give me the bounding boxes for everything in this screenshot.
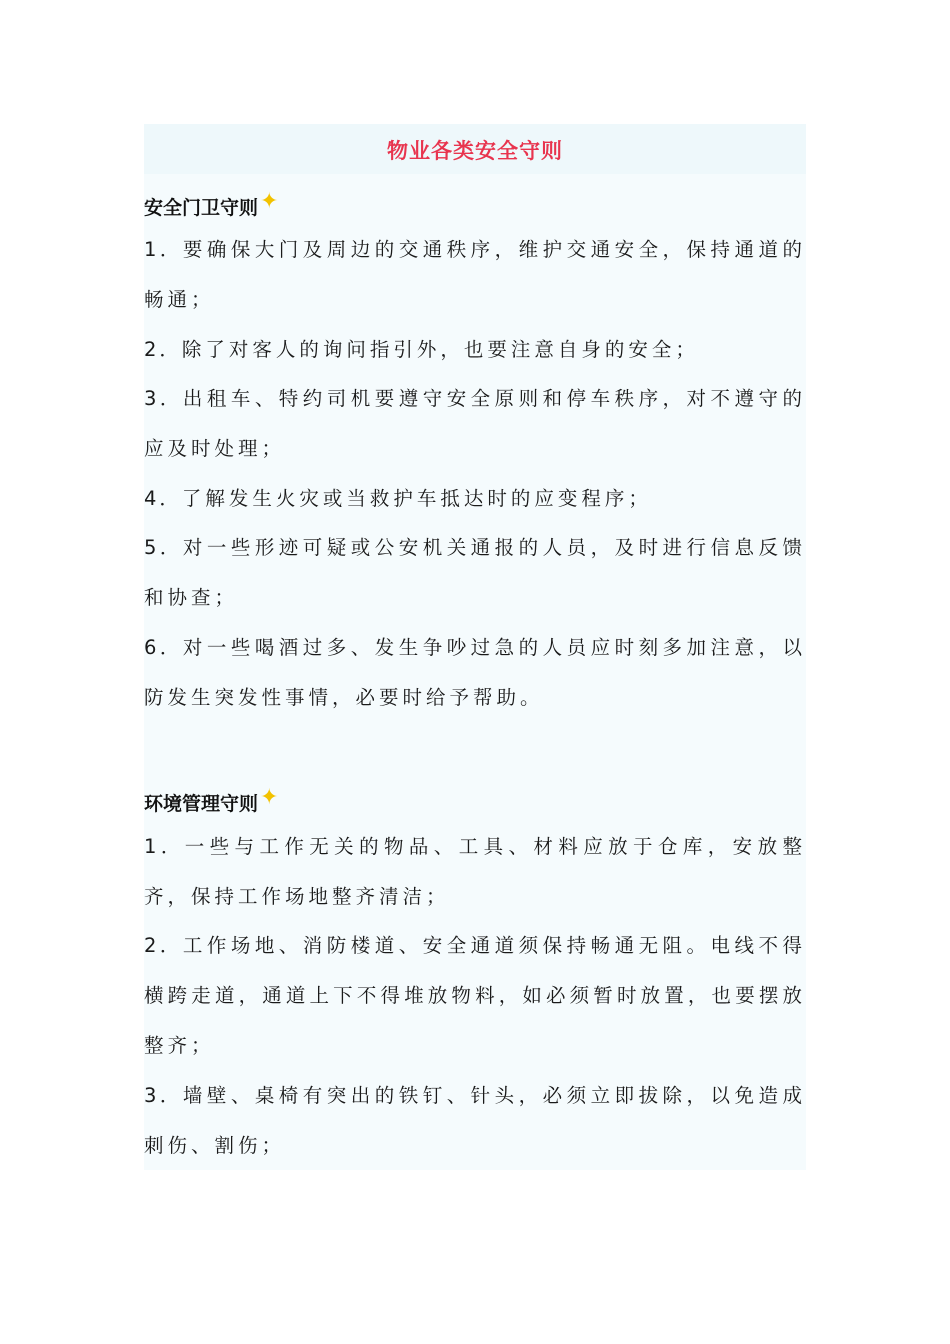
- section-heading-text: 安全门卫守则: [144, 197, 259, 219]
- rule-number: 2．: [144, 338, 182, 361]
- rule-text: 了解发生火灾或当救护车抵达时的应变程序；: [181, 487, 652, 510]
- document-body: [144, 124, 806, 1170]
- section-heading-environment: [144, 778, 278, 818]
- rule-number: 3．: [144, 387, 183, 410]
- rule-number: 1．: [144, 238, 183, 261]
- rule-item: [144, 1071, 806, 1171]
- rule-text: 对一些形迹可疑或公安机关通报的人员，及时进行信息反馈和协查；: [144, 536, 806, 609]
- rule-text: 除了对客人的询问指引外，也要注意自身的安全；: [181, 338, 699, 361]
- section-heading-gate-security: [144, 182, 278, 222]
- rule-item: [144, 921, 806, 1071]
- rule-item: [144, 325, 806, 375]
- rule-text: 工作场地、消防楼道、安全通道须保持畅通无阻。电线不得横跨走道，通道上下不得堆放物料，如必须暂时放置，也要摆放整齐；: [144, 934, 806, 1057]
- section-heading-text: 环境管理守则: [144, 793, 259, 815]
- rule-text: 出租车、特约司机要遵守安全原则和停车秩序，对不遵守的应及时处理；: [144, 387, 806, 460]
- rule-number: 6．: [144, 636, 183, 659]
- rule-number: 2．: [144, 934, 183, 957]
- rule-item: [144, 225, 806, 325]
- rule-text: 墙壁、桌椅有突出的铁钉、针头，必须立即拔除，以免造成刺伤、割伤；: [144, 1084, 806, 1157]
- sparkle-icon: ✦: [260, 189, 279, 214]
- rule-item: [144, 474, 806, 524]
- rule-text: 对一些喝酒过多、发生争吵过急的人员应时刻多加注意，以防发生突发性事情，必要时给予帮助。: [144, 636, 806, 709]
- rule-number: 1．: [144, 835, 185, 858]
- sparkle-icon: ✦: [260, 785, 279, 810]
- rule-item: [144, 822, 806, 922]
- rule-text: 一些与工作无关的物品、工具、材料应放于仓库，安放整齐，保持工作场地整齐清洁；: [144, 835, 806, 908]
- rule-text: 要确保大门及周边的交通秩序，维护交通安全，保持通道的畅通；: [144, 238, 806, 311]
- rule-item: [144, 623, 806, 723]
- rule-number: 4．: [144, 487, 182, 510]
- rule-number: 3．: [144, 1084, 183, 1107]
- rule-item: [144, 374, 806, 474]
- document-title: 物业各类安全守则: [144, 124, 806, 174]
- rule-item: [144, 523, 806, 623]
- rule-number: 5．: [144, 536, 183, 559]
